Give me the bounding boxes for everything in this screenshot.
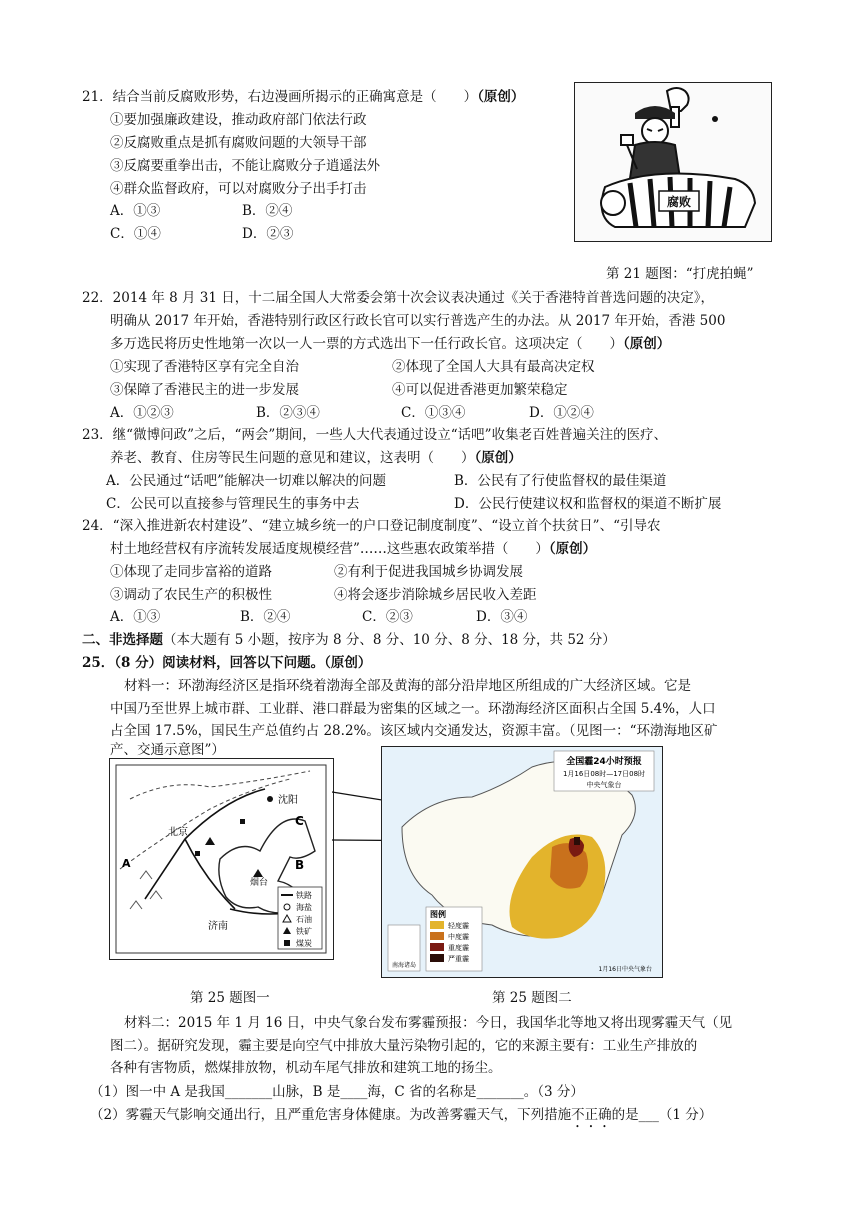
q24-line-2-text: 村土地经营权有序流转发展适度规模经营”……这些惠农政策举措（ ） bbox=[110, 541, 549, 557]
q25-m1-line-1: 材料一：环渤海经济区是指环绕着渤海全部及黄海的部分沿岸地区所组成的广大经济区域。它是 bbox=[124, 678, 691, 694]
q25-m1-line-2: 中国乃至世界上城市群、工业群、港口群最为密集的区域之一。环渤海经济区面积占全国 5.4%，人口 bbox=[110, 701, 716, 717]
q22-line-1: 22．2014 年 8 月 31 日，十二届全国人大常委会第十次会议表决通过《关于香港特首普选问题的决定》， bbox=[82, 290, 715, 306]
q25-m2-line-3: 各种有害物质，燃煤排放物，机动车尾气排放和建筑工地的扬尘。 bbox=[110, 1060, 502, 1076]
q21-choice-a: A．①③ bbox=[110, 203, 161, 219]
q25-figure-1-map bbox=[109, 758, 334, 960]
q22-choice-a: A．①②③ bbox=[110, 405, 174, 421]
q22-tag: （原创） bbox=[623, 336, 671, 352]
fig1-label-c: C bbox=[295, 814, 304, 828]
legend-swatch-light bbox=[430, 921, 444, 929]
q25-fig1-caption: 第 25 题图一 bbox=[190, 990, 270, 1006]
fig1-label-b: B bbox=[295, 858, 305, 872]
fig1-city-jinan: 济南 bbox=[208, 921, 228, 932]
fig2-source: 中央气象台 bbox=[586, 781, 622, 789]
fig1-svg bbox=[110, 759, 333, 959]
q24-option-4: ④将会逐步消除城乡居民收入差距 bbox=[334, 587, 537, 603]
fig1-city-shenyang: 沈阳 bbox=[278, 795, 298, 806]
q24-tag: （原创） bbox=[548, 541, 597, 557]
fig2-legend-heavy: 重度霾 bbox=[448, 944, 469, 952]
q22-choice-c: C．①③④ bbox=[401, 405, 466, 421]
haze-severe-area bbox=[574, 837, 580, 845]
fig2-footer: 1月16日中央气象台 bbox=[598, 966, 652, 973]
q23-line-2 bbox=[110, 448, 522, 468]
q21-option-4: ④群众监督政府，可以对腐败分子出手打击 bbox=[110, 181, 367, 197]
fig1-legend-oil: 石油 bbox=[296, 915, 312, 924]
cartoon-illustration bbox=[575, 83, 771, 241]
fig2-title: 全国霾24小时预报 bbox=[566, 757, 642, 767]
q21-cartoon-image bbox=[574, 82, 772, 242]
q21-option-2: ②反腐败重点是抓有腐败问题的大领导干部 bbox=[110, 135, 367, 151]
fig2-legend-severe: 严重霾 bbox=[448, 955, 469, 963]
fig1-legend-railway: 铁路 bbox=[296, 891, 312, 900]
q21-choice-b: B．②④ bbox=[242, 203, 293, 219]
q25-m1-line-4: 产、交通示意图”） bbox=[110, 742, 225, 758]
q21-caption: 第 21 题图：“打虎拍蝇” bbox=[606, 266, 754, 282]
cartoon-label: 腐败 bbox=[666, 195, 692, 209]
q21-choice-c: C．①④ bbox=[110, 226, 161, 242]
q25-m1-line-3: 占全国 17.5%，国民生产总值约占 28.2%。该区域内交通发达，资源丰富。（见图一：“环渤海地区矿 bbox=[110, 723, 718, 739]
fig1-city-beijing: 北京 bbox=[168, 827, 188, 838]
q25-sub-question-1: （1）图一中 A 是我国_______山脉，B 是____海，C 省的名称是_______。（3 分） bbox=[90, 1084, 584, 1100]
q24-choice-a: A．①③ bbox=[110, 609, 161, 625]
fig1-legend-coal: 煤炭 bbox=[296, 939, 312, 948]
q25-m2-line-2: 图二）。据研究发现，霾主要是向空气中排放大量污染物引起的，它的来源主要有：工业生产排放的 bbox=[110, 1038, 698, 1054]
q23-tag: （原创） bbox=[474, 450, 522, 466]
q25-sub2-text-b: 的是___（1 分） bbox=[611, 1107, 713, 1123]
q23-choice-c: C．公民可以直接参与管理民生的事务中去 bbox=[106, 496, 360, 512]
q24-choice-d: D．③④ bbox=[476, 609, 528, 625]
q22-line-3 bbox=[110, 334, 670, 354]
q21-stem bbox=[82, 87, 524, 107]
q22-choice-b: B．②③④ bbox=[256, 405, 320, 421]
q25-head: 25．（8 分）阅读材料，回答以下问题。（原创） bbox=[82, 655, 372, 671]
q21-tag: （原创） bbox=[477, 89, 525, 105]
section-2-desc: （本大题有 5 小题，按序为 8 分、8 分、10 分、8 分、18 分，共 52 分） bbox=[163, 632, 616, 648]
q23-choice-a: A．公民通过“话吧”能解决一切难以解决的问题 bbox=[106, 473, 387, 489]
q23-choice-b: B．公民有了行使监督权的最佳渠道 bbox=[454, 473, 667, 489]
section-2-heading bbox=[82, 630, 616, 650]
fig2-time: 1月16日08时—17日08时 bbox=[562, 770, 646, 778]
fig2-legend-medium: 中度霾 bbox=[448, 933, 469, 941]
q22-choice-d: D．①②④ bbox=[529, 405, 594, 421]
q25-sub-question-2 bbox=[90, 1105, 712, 1131]
q22-option-4: ④可以促进香港更加繁荣稳定 bbox=[392, 382, 568, 398]
q24-option-2: ②有利于促进我国城乡协调发展 bbox=[334, 564, 523, 580]
q22-option-1: ①实现了香港特区享有完全自治 bbox=[110, 359, 299, 375]
q24-choice-c: C．②③ bbox=[362, 609, 413, 625]
q24-option-1: ①体现了走同步富裕的道路 bbox=[110, 564, 272, 580]
q23-line-2-text: 养老、教育、住房等民生问题的意见和建议，这表明（ ） bbox=[110, 450, 475, 466]
fig2-legend-title: 图例 bbox=[430, 910, 446, 919]
q23-line-1: 23．继“微博问政”之后，“两会”期间，一些人大代表通过设立“话吧”收集老百姓普遍关注的医疗、 bbox=[82, 427, 668, 443]
q24-line-1: 24．“深入推进新农村建设”、“建立城乡统一的户口登记制度制度”、“设立首个扶贫日”、“引导农 bbox=[82, 518, 661, 534]
q21-stem-text: 21．结合当前反腐败形势，右边漫画所揭示的正确寓意是（ ） bbox=[82, 89, 478, 105]
fig2-legend-light: 轻度霾 bbox=[448, 922, 469, 930]
q24-line-2 bbox=[110, 539, 596, 559]
q22-option-2: ②体现了全国人大具有最高决定权 bbox=[392, 359, 595, 375]
q21-option-1: ①要加强廉政建设，推动政府部门依法行政 bbox=[110, 112, 367, 128]
fig1-legend-salt: 海盐 bbox=[296, 903, 312, 912]
q21-option-3: ③反腐要重拳出击，不能让腐败分子逍遥法外 bbox=[110, 158, 380, 174]
q25-m2-line-1: 材料二：2015 年 1 月 16 日，中央气象台发布雾霾预报：今日，我国华北等地又将出现雾霾天气（见 bbox=[124, 1015, 733, 1031]
section-2-title: 二、非选择题 bbox=[82, 632, 163, 648]
fig2-inset-label: 南海诸岛 bbox=[391, 962, 417, 969]
fig2-svg bbox=[382, 747, 662, 977]
q25-fig2-caption: 第 25 题图二 bbox=[492, 990, 572, 1006]
q21-choice-d: D．②③ bbox=[242, 226, 294, 242]
q23-choice-d: D．公民行使建议权和监督权的渠道不断扩展 bbox=[454, 496, 722, 512]
fig1-label-a: A bbox=[122, 857, 131, 870]
q22-line-2: 明确从 2017 年开始，香港特别行政区行政长官可以实行普选产生的办法。从 2017 年开始，香港 500 bbox=[110, 313, 726, 329]
q25-figure-2-map bbox=[381, 746, 663, 978]
q22-line-3-text: 多万选民将历史性地第一次以一人一票的方式选出下一任行政长官。这项决定（ ） bbox=[110, 336, 623, 352]
q22-option-3: ③保障了香港民主的进一步发展 bbox=[110, 382, 299, 398]
legend-swatch-medium bbox=[430, 932, 444, 940]
fig1-legend-iron: 铁矿 bbox=[296, 927, 312, 936]
q25-sub2-emphasis: 不正确 bbox=[571, 1107, 612, 1123]
legend-swatch-severe bbox=[430, 954, 444, 962]
q24-option-3: ③调动了农民生产的积极性 bbox=[110, 587, 272, 603]
q24-choice-b: B．②④ bbox=[240, 609, 291, 625]
legend-swatch-heavy bbox=[430, 943, 444, 951]
fig1-city-yantai: 烟台 bbox=[250, 878, 269, 888]
q25-sub2-text-a: （2）雾霾天气影响交通出行，且严重危害身体健康。为改善雾霾天气，下列措施 bbox=[90, 1107, 572, 1123]
